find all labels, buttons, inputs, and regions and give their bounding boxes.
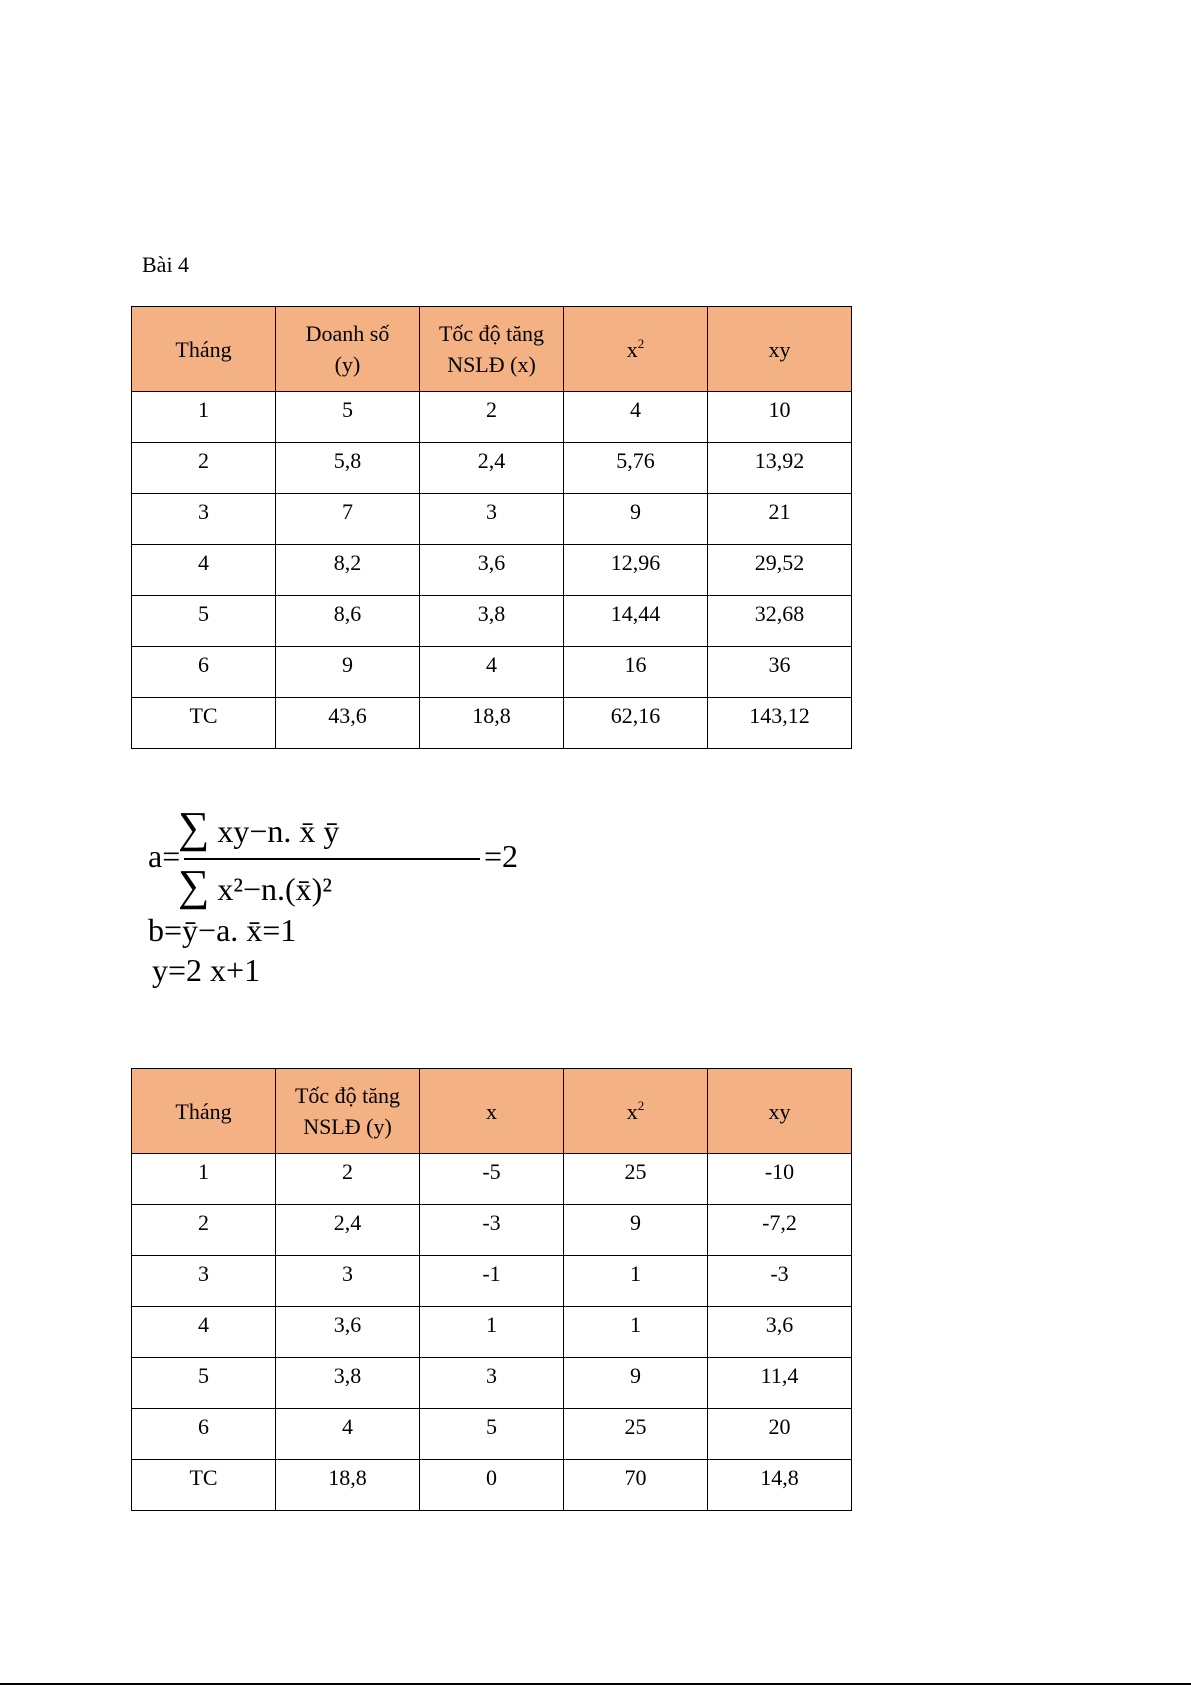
table-cell: 1 — [132, 392, 276, 443]
table-cell: 5 — [132, 1358, 276, 1409]
regression-table-2 — [131, 1068, 852, 1511]
table-row — [132, 1307, 852, 1358]
table-row — [132, 1154, 852, 1205]
table-cell: 9 — [276, 647, 420, 698]
table-cell: 3 — [132, 494, 276, 545]
table-cell: TC — [132, 1460, 276, 1511]
table-cell: 62,16 — [564, 698, 708, 749]
header-x-squared: $x^2$ — [564, 307, 708, 392]
table-cell: 14,8 — [708, 1460, 852, 1511]
formula-a-result: =2 — [484, 838, 519, 874]
table-cell: 29,52 — [708, 545, 852, 596]
header-thang: Tháng — [132, 307, 276, 392]
table-cell: 3,8 — [420, 596, 564, 647]
header-toc-do-tang-x: Tốc độ tăng NSLĐ (x) — [420, 307, 564, 392]
table-cell: 3 — [420, 494, 564, 545]
table-cell: -5 — [420, 1154, 564, 1205]
table-cell: 4 — [420, 647, 564, 698]
table-cell: 3,8 — [276, 1358, 420, 1409]
table-cell: 4 — [564, 392, 708, 443]
header-x-squared: $x^2$ — [564, 1069, 708, 1154]
formula-a-numerator: ∑ xy−n. x̄ ȳ — [178, 803, 340, 852]
table-cell: 32,68 — [708, 596, 852, 647]
table-cell: 9 — [564, 1205, 708, 1256]
table-cell: 143,12 — [708, 698, 852, 749]
table-header-row — [132, 1069, 852, 1154]
table-cell: 3 — [420, 1358, 564, 1409]
table-cell: 4 — [132, 1307, 276, 1358]
table-cell: 11,4 — [708, 1358, 852, 1409]
table-cell: 10 — [708, 392, 852, 443]
table-cell: 18,8 — [276, 1460, 420, 1511]
table-cell: 25 — [564, 1154, 708, 1205]
formula-a-prefix: a= — [148, 838, 181, 874]
table-cell: 8,6 — [276, 596, 420, 647]
table-cell: 1 — [564, 1307, 708, 1358]
table-cell: 4 — [132, 545, 276, 596]
table-cell: 6 — [132, 647, 276, 698]
table-row — [132, 1358, 852, 1409]
table-cell: 5,8 — [276, 443, 420, 494]
table-row — [132, 1205, 852, 1256]
table-cell: 5 — [420, 1409, 564, 1460]
table-cell: 6 — [132, 1409, 276, 1460]
sigma-icon: ∑ — [178, 861, 210, 910]
table-cell: 9 — [564, 494, 708, 545]
formula-a-denominator: ∑ x²−n.(x̄)² — [178, 861, 332, 910]
table-cell: 1 — [132, 1154, 276, 1205]
table-cell: 3,6 — [708, 1307, 852, 1358]
table-cell: 13,92 — [708, 443, 852, 494]
table-cell: TC — [132, 698, 276, 749]
table-cell: 0 — [420, 1460, 564, 1511]
header-toc-do-tang-y: Tốc độ tăng NSLĐ (y) — [276, 1069, 420, 1154]
regression-formulas — [148, 803, 519, 990]
table-cell: 1 — [420, 1307, 564, 1358]
table-row — [132, 443, 852, 494]
table-cell: -10 — [708, 1154, 852, 1205]
formula-y: y=2 x+1 — [152, 952, 261, 988]
table-cell: 1 — [564, 1256, 708, 1307]
header-x: x — [420, 1069, 564, 1154]
table-cell: 12,96 — [564, 545, 708, 596]
table-cell: 21 — [708, 494, 852, 545]
table-cell: -3 — [420, 1205, 564, 1256]
exercise-heading: Bài 4 — [142, 252, 190, 277]
table-cell: -3 — [708, 1256, 852, 1307]
table-cell: 2 — [132, 443, 276, 494]
table-row — [132, 596, 852, 647]
table-row — [132, 1460, 852, 1511]
table-header-row — [132, 307, 852, 392]
table-row — [132, 545, 852, 596]
header-doanh-so: Doanh số (y) — [276, 307, 420, 392]
table-cell: 4 — [276, 1409, 420, 1460]
table-cell: 2 — [132, 1205, 276, 1256]
header-xy: xy — [708, 1069, 852, 1154]
formula-b: b=ȳ−a. x̄=1 — [148, 912, 297, 948]
table-cell: 70 — [564, 1460, 708, 1511]
table-cell: 3 — [132, 1256, 276, 1307]
table-cell: 5,76 — [564, 443, 708, 494]
table-row — [132, 1409, 852, 1460]
table-row — [132, 392, 852, 443]
table-row — [132, 1256, 852, 1307]
table-cell: 2 — [420, 392, 564, 443]
table-cell: 36 — [708, 647, 852, 698]
table-cell: 3 — [276, 1256, 420, 1307]
table-cell: 3,6 — [420, 545, 564, 596]
table-cell: 16 — [564, 647, 708, 698]
table-cell: -1 — [420, 1256, 564, 1307]
regression-table-1 — [131, 306, 852, 749]
table-row — [132, 647, 852, 698]
table-cell: 18,8 — [420, 698, 564, 749]
table-cell: -7,2 — [708, 1205, 852, 1256]
table-cell: 43,6 — [276, 698, 420, 749]
table-cell: 5 — [132, 596, 276, 647]
table-cell: 2,4 — [420, 443, 564, 494]
table-cell: 3,6 — [276, 1307, 420, 1358]
table-row — [132, 494, 852, 545]
table-cell: 8,2 — [276, 545, 420, 596]
table-cell: 25 — [564, 1409, 708, 1460]
table-cell: 20 — [708, 1409, 852, 1460]
table-cell: 14,44 — [564, 596, 708, 647]
table-row — [132, 698, 852, 749]
header-thang: Tháng — [132, 1069, 276, 1154]
table-cell: 2 — [276, 1154, 420, 1205]
header-xy: xy — [708, 307, 852, 392]
table-cell: 9 — [564, 1358, 708, 1409]
table-cell: 2,4 — [276, 1205, 420, 1256]
table-cell: 7 — [276, 494, 420, 545]
table-cell: 5 — [276, 392, 420, 443]
sigma-icon: ∑ — [178, 803, 210, 852]
